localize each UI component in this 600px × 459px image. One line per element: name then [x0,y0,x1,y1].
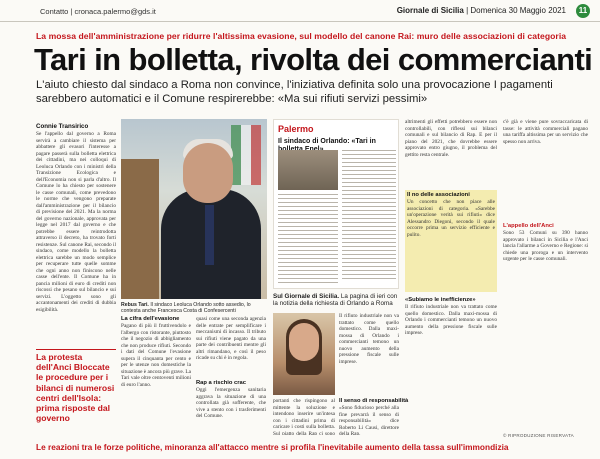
photo-tie [205,205,214,265]
section-title-evasione: La cifra dell'evasione [121,316,180,322]
copyright-notice: © RIPRODUZIONE RISERVATA [503,433,574,438]
sidebar-rule [36,349,116,350]
page-header [0,0,600,22]
section-title-anci: L'appello dell'Anci [503,223,554,229]
contact-info[interactable]: Contatto | cronaca.palermo@gds.it [40,7,156,16]
orlando-photo [121,119,267,299]
article-column-4b: «Sono fiducioso perché alla fine prevarrà il senso di responsabilità» dice Roberto Li Causi, direttore della Rap. [339,405,399,435]
issue-date: Domenica 30 Maggio 2021 [470,6,566,15]
clipping-photo [278,150,338,190]
clipping-caption-text: La pagina di ieri con la notizia della richiesta di Orlando a Roma [273,293,398,308]
article-column-3b: Oggi l'emergenza sanitaria aggrava la situazione di una controllata già sofferente, che vive a stento con i trasferimenti del Comune. [196,387,266,419]
article-column-4a: portanti che rispingono al mittente la soluzione e intendono inserire un'intesa con i cittadini prima di caricare i costi sulla bolletta. Sul piatto della Rap ci sono [273,398,335,435]
article-column-6a: c'è già e viene pure sovraccaricata di tasse: le attività commerciali pagano una tariffa altissima per un servizio che spesso non arriva. [503,119,588,145]
article-column-3a: quasi come una seconda agenzia delle entrate per semplificare i meccanismi di incasso. Il tributo sui rifiuti viene pagato da una parte dei contribuenti mentre gli altri rimandano, e così il peso ricade su chi è in regola. [196,316,266,361]
masthead-date: Giornale di Sicilia | Domenica 30 Maggio 2021 [396,6,566,15]
article-column-1: Se l'appello dal governo a Roma servirà a cambiare il sistema per abbattere gli evasori l'interesse a pagare passerà sulla bolletta elettrica dei cittadini, ma nei colloqui di Leoluca Orlando con i ministri della Transizione Ecologica e dell'Economia non si parla d'altro. Il Comune lo ha chiesto per sostenere le casse comunali, come prevedono le norme che vengono preparate dall'amministrazione per il bilancio di previsione del 2021. Ma la norma del governo nazionale, approvata per legge nel 2017 dal governo e che potrebbe essere reintrodotta attraverso il decreto, ha trovato forti resistenze. Sul canone Rai, secondo il sindaco, come modello la bolletta elettrica sarebbe un modo semplice per recuperare tutte quelle somme che ogni anno non finiscono nelle casse dell'ente. Il Comune ha in pancia milioni di euro di crediti non riscossi che pesano sul bilancio e sui servizi. L'oggetto sono gli accantonamenti dei crediti di dubbia esigibilità. [36,131,116,313]
clipping-headline: Il sindaco di Orlando: «Tari in [278,138,376,145]
clipping-caption [273,293,399,308]
author-byline: Connie Transirico [36,123,89,130]
caption-text: Il sindaco Leoluca Orlando sotto assedio, lo contesta anche Francesca Costa di Confesercenti [121,302,251,315]
article-column-6b: Sono 53 Comuni su 390 hanno approvato i bilanci in Sicilia e l'Anci lancia l'allarme a Governo e Regione: si chiede una proroga e un intervento urgente per le casse comunali. [503,230,588,262]
previous-issue-clipping [273,119,399,289]
anci-sidebar-headline: La protesta dell'Anci Bloccate le procedure per i bilanci di numerosi centri dell'Isola: prima risposte dal governo [36,352,115,424]
section-title-responsabilita: Il senso di responsabilità [339,398,409,404]
clipping-caption-label: Sul Giornale di Sicilia. [273,293,340,300]
section-title-inefficienze: «Subiamo le inefficienze» [405,297,476,303]
article-column-4c: Il rifiuto industriale non va trattato come quello domestico. Dalla maxi-mossa di Orlando i commercianti temono un nuovo aumento della pressione fiscale sulle imprese. [339,313,399,365]
article-headline: Tari in bolletta, rivolta dei commercianti [34,42,593,77]
article-kicker: La mossa dell'amministrazione per ridurre l'altissima evasione, sul modello del canone Rai: muro delle associazioni di categoria [36,31,567,41]
clipping-text-lines-2 [278,194,338,284]
article-column-5a: altrimenti gli effetti potrebbero essere non controllabili, con riflessi sui bilanci comunali e sul bilancio di Rap. E per il piano del 2021, che dovrebbe essere approvato entro giugno, il problema del gettito resta centrale. [405,119,497,158]
photo-caption [121,302,267,315]
clipping-section-name: Palermo [278,124,314,134]
photo-face [183,143,233,203]
section-title-rap: Rap a rischio crac [196,380,246,386]
page-number-badge: 11 [576,4,590,18]
costa-portrait [273,313,335,395]
caption-label: Rebus Tari. [121,302,149,308]
clipping-text-lines [342,150,396,280]
bottom-teaser-headline: Le reazioni tra le forze politiche, minoranza all'attacco mentre si profila l'inevitabile aumento della tassa sull'immondizia [36,442,509,452]
article-subhead: L'aiuto chiesto dal sindaco a Roma non convince, l'iniziativa definita solo una provocazione I pagamenti sarebbero automatici e il Comune respirerebbe: «Ma sui rifiuti servizi pessimi» [36,79,553,105]
photo-bookshelf [121,159,159,299]
section-title-associazioni: Il no delle associazioni [407,192,470,198]
portrait-face [289,323,319,361]
article-column-5c: Il rifiuto industriale non va trattato come quello domestico. Dalla maxi-mossa di Orlando i commercianti temono un nuovo aumento della pressione fiscale sulle imprese. [405,304,497,336]
photo-flag [231,125,261,185]
article-column-5b: Un concetto che non piace alle associazioni di categoria. «Sarebbe un'operazione verità sui rifiuti» dice Alessandro Diegoni, secondo il quale occorre prima un servizio efficiente e pulito. [407,199,495,238]
newspaper-name: Giornale di Sicilia [396,6,464,15]
article-column-2: Pagano di più il fruttivendolo e l'albergo con ristorante, piuttosto che il negozio di abbigliamento che non produce rifiuti. Secondo i dati del Comune l'evasione supera il cinquanta per cento e per le utenze non domestiche la situazione è ancora più grave. La Tari vale oltre centoventi milioni di euro l'anno. [121,323,191,388]
